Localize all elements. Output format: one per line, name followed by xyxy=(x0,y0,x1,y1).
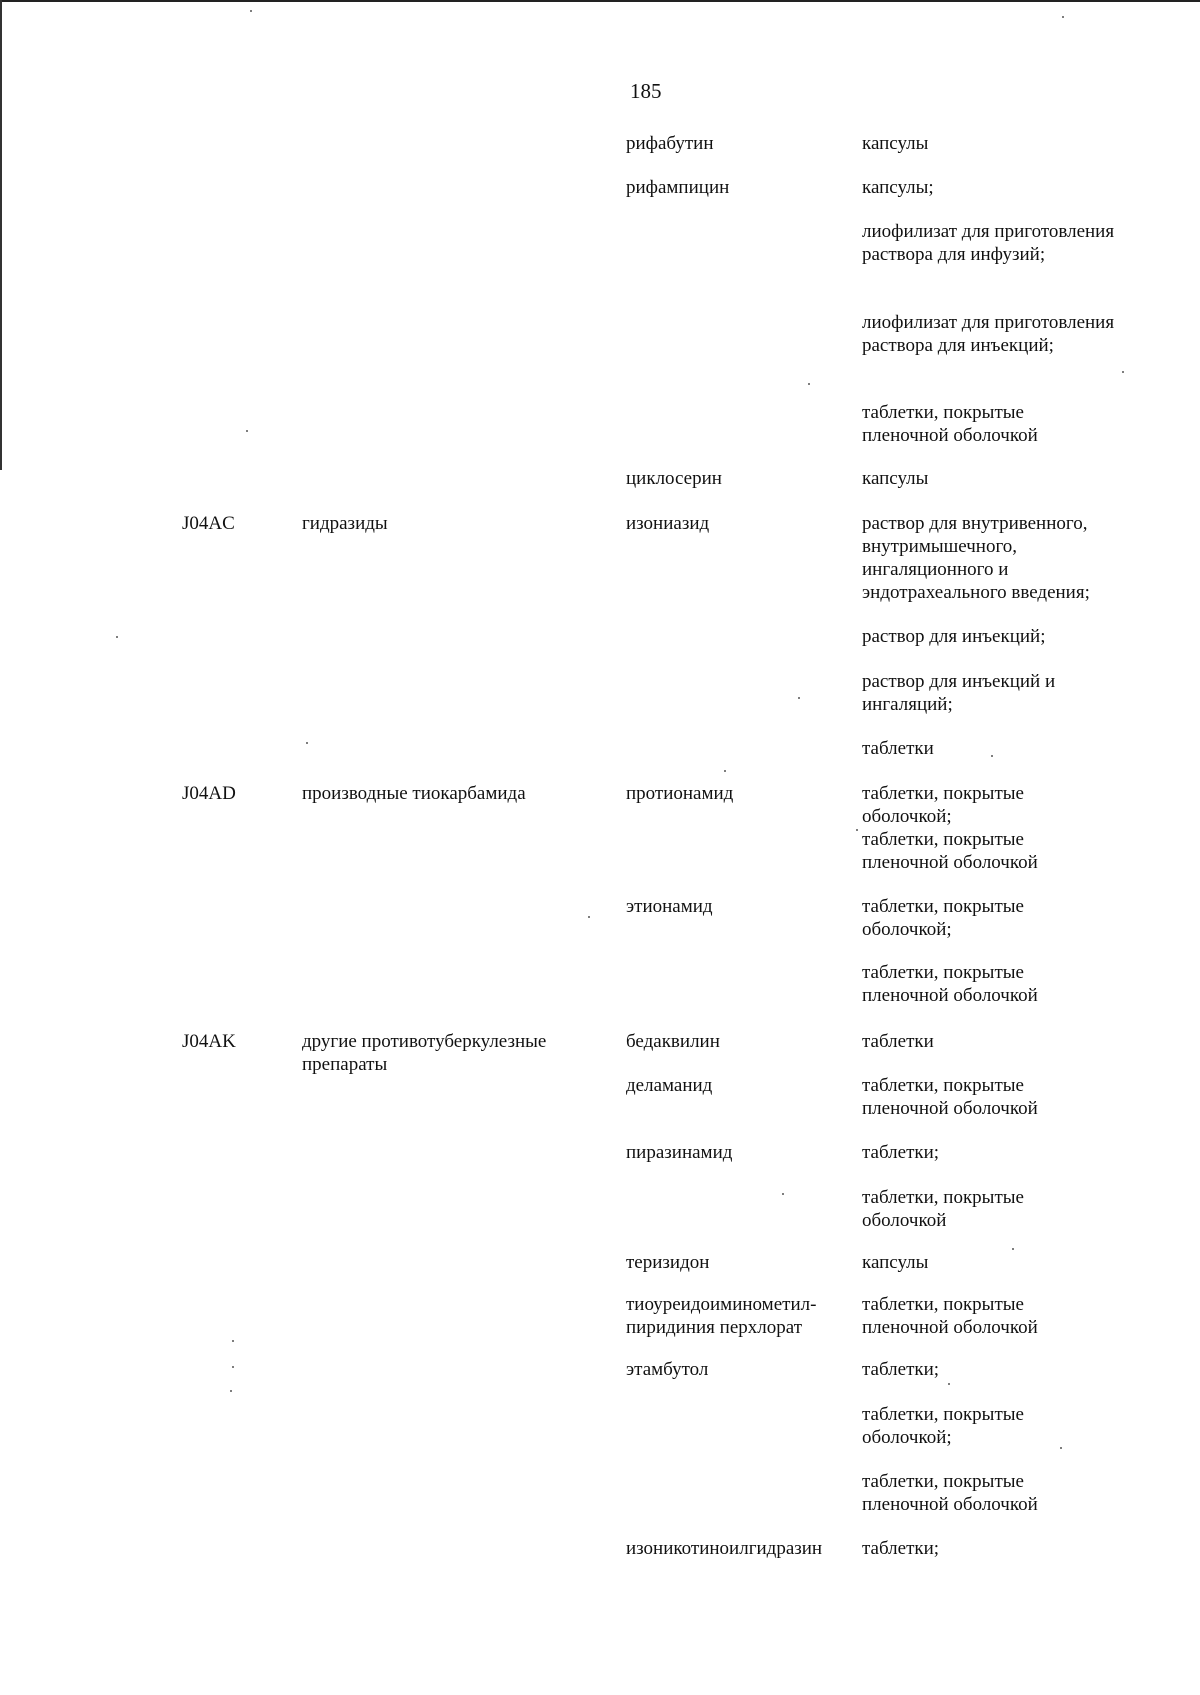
scan-speck xyxy=(1060,1447,1062,1449)
substance-name: бедаквилин xyxy=(626,1031,720,1052)
substance-name: этамбутол xyxy=(626,1359,709,1380)
scan-speck xyxy=(232,1340,234,1342)
scan-speck xyxy=(856,829,858,831)
scan-speck xyxy=(1012,1248,1014,1250)
pharmacological-group: гидразиды xyxy=(302,513,388,534)
scan-speck xyxy=(808,383,810,385)
dosage-form: таблетки; xyxy=(862,1359,940,1380)
scan-speck xyxy=(782,1193,784,1195)
substance-name: теризидон xyxy=(626,1252,710,1273)
dosage-form: таблетки, покрытые пленочной оболочкой xyxy=(862,1294,1038,1338)
dosage-form: таблетки, покрытые оболочкой; xyxy=(862,896,1024,940)
dosage-form: таблетки, покрытые пленочной оболочкой xyxy=(862,402,1038,446)
page-number: 185 xyxy=(630,79,662,103)
dosage-form: таблетки xyxy=(862,738,934,759)
dosage-form: таблетки xyxy=(862,1031,934,1052)
scan-speck xyxy=(306,742,308,744)
dosage-form: таблетки; xyxy=(862,1142,940,1163)
scan-speck xyxy=(246,430,248,432)
dosage-form: таблетки, покрытые оболочкой; xyxy=(862,783,1024,827)
scan-speck xyxy=(1062,16,1064,18)
scan-speck xyxy=(230,1390,232,1392)
dosage-form: капсулы xyxy=(862,468,929,489)
dosage-form: раствор для внутривенного, внутримышечного, ингаляционного и эндотрахеального введения; xyxy=(862,513,1090,603)
dosage-form: таблетки, покрытые пленочной оболочкой xyxy=(862,829,1038,873)
dosage-form: лиофилизат для приготовления раствора для инъекций; xyxy=(862,312,1115,356)
atc-code: J04AC xyxy=(182,513,235,534)
scan-speck xyxy=(116,636,118,638)
dosage-form: таблетки, покрытые пленочной оболочкой xyxy=(862,1075,1038,1119)
substance-name: пиразинамид xyxy=(626,1142,733,1163)
dosage-form: капсулы xyxy=(862,1252,929,1273)
dosage-form: таблетки; xyxy=(862,1538,940,1559)
substance-name: изониазид xyxy=(626,513,710,534)
dosage-form: капсулы; xyxy=(862,177,934,198)
pharmacological-group: производные тиокарбамида xyxy=(302,783,526,804)
atc-code: J04AK xyxy=(182,1031,236,1052)
scan-left-border xyxy=(0,0,2,470)
dosage-form: раствор для инъекций и ингаляций; xyxy=(862,671,1056,715)
scan-speck xyxy=(250,10,252,12)
dosage-form: таблетки, покрытые пленочной оболочкой xyxy=(862,1471,1038,1515)
substance-name: рифампицин xyxy=(626,177,730,198)
atc-code: J04AD xyxy=(182,783,236,804)
dosage-form: таблетки, покрытые пленочной оболочкой xyxy=(862,962,1038,1006)
dosage-form: таблетки, покрытые оболочкой; xyxy=(862,1404,1024,1448)
substance-name: изоникотиноилгидразин xyxy=(626,1538,823,1559)
substance-name: протионамид xyxy=(626,783,734,804)
substance-name: этионамид xyxy=(626,896,713,917)
scan-speck xyxy=(232,1366,234,1368)
scan-speck xyxy=(798,697,800,699)
scan-speck xyxy=(724,770,726,772)
dosage-form: раствор для инъекций; xyxy=(862,626,1046,647)
substance-name: тиоуреидоиминометил-пиридиния перхлорат xyxy=(626,1294,817,1338)
substance-name: рифабутин xyxy=(626,133,714,154)
scan-speck xyxy=(1122,371,1124,373)
substance-name: деламанид xyxy=(626,1075,713,1096)
dosage-form: таблетки, покрытые оболочкой xyxy=(862,1187,1024,1231)
substance-name: циклосерин xyxy=(626,468,722,489)
scan-speck xyxy=(948,1383,950,1385)
scan-speck xyxy=(991,755,993,757)
dosage-form: лиофилизат для приготовления раствора для инфузий; xyxy=(862,221,1115,265)
scan-top-border xyxy=(0,0,1200,2)
dosage-form: капсулы xyxy=(862,133,929,154)
pharmacological-group: другие противотуберкулезные препараты xyxy=(302,1031,547,1075)
scan-speck xyxy=(588,916,590,918)
